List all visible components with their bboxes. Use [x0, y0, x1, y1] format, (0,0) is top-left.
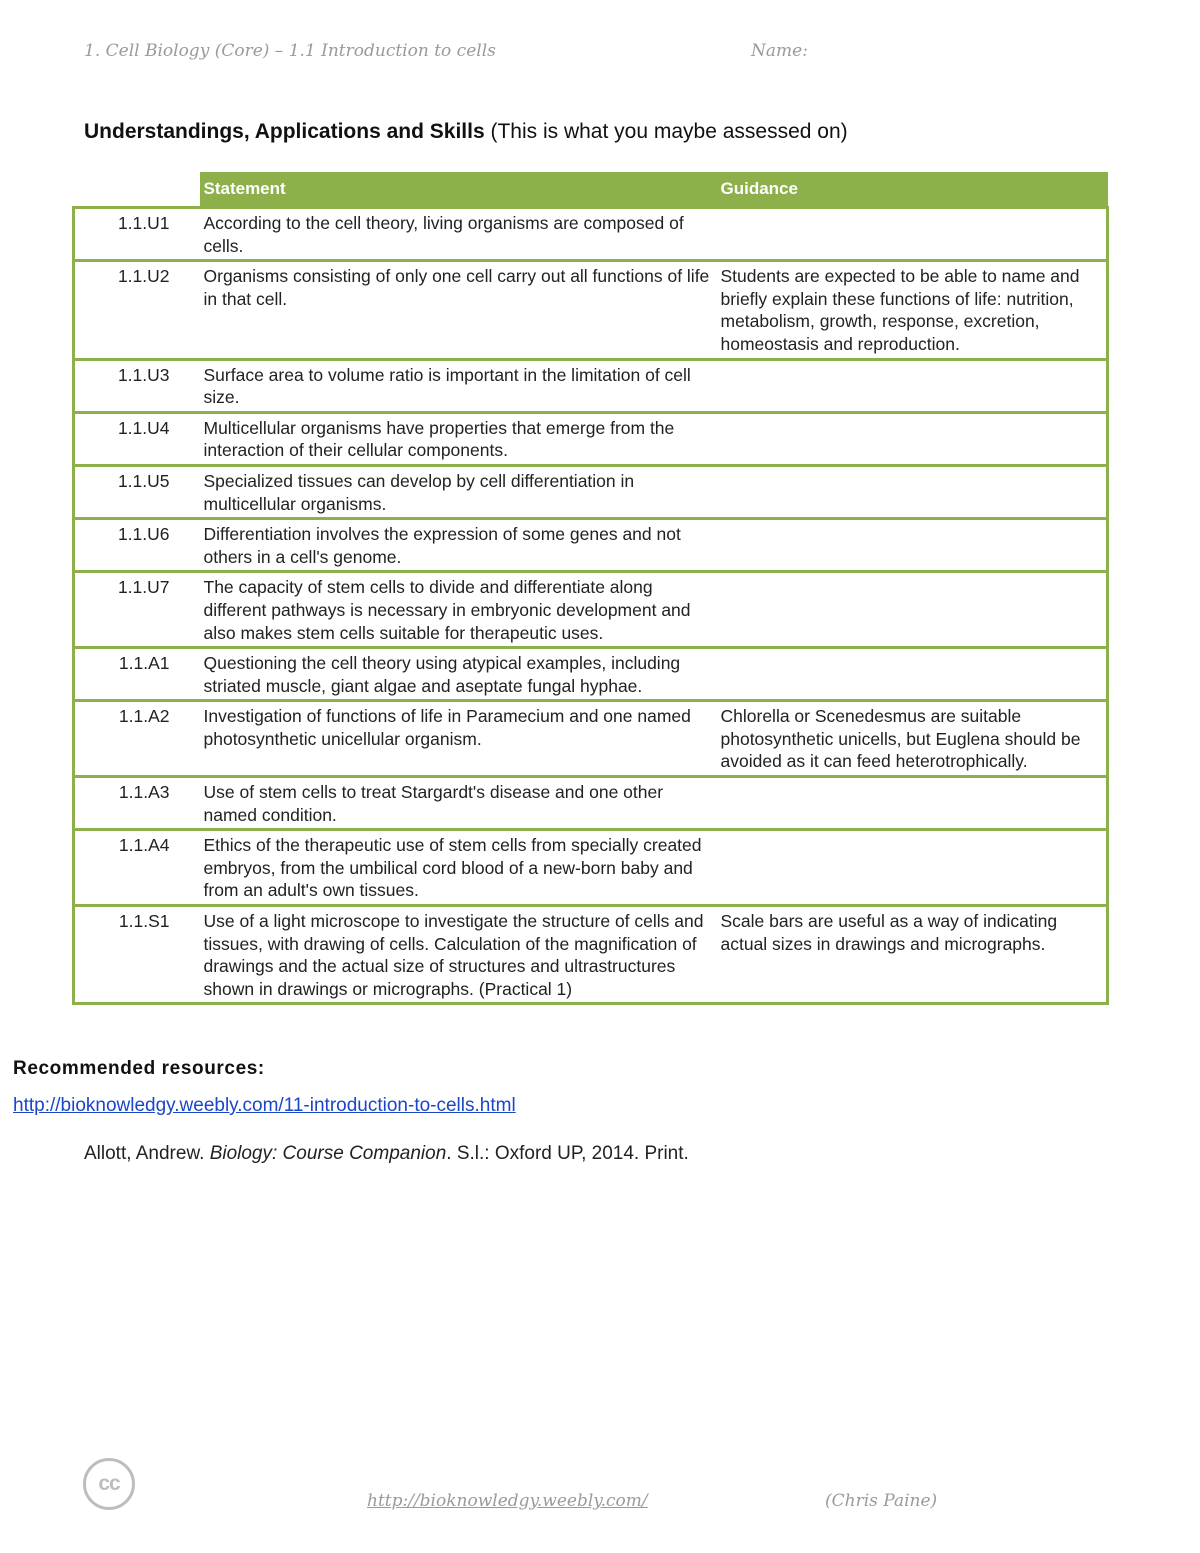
table-header-blank [74, 172, 200, 208]
table-header-guidance: Guidance [717, 172, 1108, 208]
section-heading-bold: Understandings, Applications and Skills [84, 120, 485, 143]
header-name-label: Name: [751, 41, 808, 61]
row-statement: Organisms consisting of only one cell carry out all functions of life in that cell. [203, 266, 710, 309]
row-guidance: Chlorella or Scenedesmus are suitable photosynthetic unicells, but Euglena should be avoided as it can feed heterotrophically. [720, 706, 1081, 772]
row-statement: Use of a light microscope to investigate the structure of cells and tissues, with drawing of cells. Calculation of the magnification of drawings and the actual size of structures and ultrastructures shown in drawings or micrographs. (Practical 1) [203, 911, 704, 999]
row-statement: Surface area to volume ratio is important in the limitation of cell size. [203, 364, 691, 408]
row-statement: Specialized tissues can develop by cell differentiation in multicellular organisms. [203, 470, 635, 514]
table-row [74, 701, 1108, 777]
row-statement: Use of stem cells to treat Stargardt's disease and one other named condition. [203, 782, 664, 825]
header-course-title: 1. Cell Biology (Core) – 1.1 Introduction to cells [84, 41, 496, 61]
assessment-table-wrapper [72, 172, 1106, 1005]
row-statement: Ethics of the therapeutic use of stem cells from specially created embryos, from the umbilical cord blood of a new-born baby and from an adult's own tissues. [203, 835, 702, 901]
row-statement: According to the cell theory, living organisms are composed of cells. [203, 213, 684, 256]
citation-publisher: . S.l.: Oxford UP, 2014. Print. [446, 1143, 689, 1164]
row-statement: Investigation of functions of life in Paramecium and one named photosynthetic unicellular organism. [203, 706, 691, 749]
row-guidance [717, 777, 1108, 830]
assessment-table [72, 172, 1109, 1005]
table-row [74, 830, 1108, 906]
table-row [74, 648, 1108, 701]
row-code: 1.1.U4 [117, 417, 170, 438]
row-code: 1.1.A3 [118, 782, 170, 803]
row-guidance [717, 572, 1108, 648]
row-code: 1.1.U7 [117, 577, 170, 598]
table-row [74, 412, 1108, 465]
table-row [74, 261, 1108, 359]
row-guidance: Scale bars are useful as a way of indicating actual sizes in drawings and micrographs. [720, 911, 1058, 954]
row-statement: Differentiation involves the expression of some genes and not others in a cell's genome. [203, 524, 681, 567]
row-code: 1.1.A4 [118, 835, 170, 856]
table-header-statement: Statement [200, 172, 717, 208]
resource-link[interactable]: http://bioknowledgy.weebly.com/11-introduction-to-cells.html [13, 1095, 516, 1116]
row-guidance [717, 412, 1108, 465]
row-statement: Questioning the cell theory using atypical examples, including striated muscle, giant algae and aseptate fungal hyphae. [203, 653, 681, 696]
row-guidance [717, 830, 1108, 906]
section-heading [84, 120, 848, 144]
citation-author: Allott, Andrew. [84, 1143, 210, 1164]
creative-commons-icon [83, 1458, 135, 1510]
table-row [74, 465, 1108, 518]
row-guidance [717, 208, 1108, 261]
footer-link[interactable]: http://bioknowledgy.weebly.com/ [367, 1491, 648, 1511]
row-statement: Multicellular organisms have properties that emerge from the interaction of their cellular components. [203, 417, 675, 461]
row-code: 1.1.A1 [118, 653, 170, 674]
table-row [74, 777, 1108, 830]
row-code: 1.1.U6 [117, 524, 170, 545]
footer-author: (Chris Paine) [825, 1491, 938, 1511]
table-row [74, 208, 1108, 261]
table-row [74, 906, 1108, 1004]
citation [84, 1143, 689, 1165]
section-heading-note: (This is what you maybe assessed on) [484, 120, 848, 143]
table-body [74, 208, 1108, 1004]
row-guidance [717, 359, 1108, 412]
row-guidance [717, 465, 1108, 518]
table-row [74, 519, 1108, 572]
row-guidance: Students are expected to be able to name and briefly explain these functions of life: nutrition, metabolism, growth, response, excretion, homeostasis and reproduction. [720, 266, 1080, 354]
row-code: 1.1.S1 [118, 911, 170, 932]
table-row [74, 572, 1108, 648]
table-header-row [74, 172, 1108, 208]
resources-title: Recommended resources: [13, 1058, 265, 1079]
row-code: 1.1.U1 [117, 213, 170, 233]
row-code: 1.1.U2 [117, 266, 170, 287]
row-guidance [717, 648, 1108, 701]
row-code: 1.1.A2 [118, 706, 170, 727]
row-code: 1.1.U5 [117, 470, 170, 491]
row-statement: The capacity of stem cells to divide and differentiate along different pathways is necessary in embryonic development and also makes stem cells suitable for therapeutic uses. [203, 577, 691, 643]
table-row [74, 359, 1108, 412]
row-guidance [717, 519, 1108, 572]
citation-title: Biology: Course Companion [209, 1143, 447, 1164]
row-code: 1.1.U3 [117, 364, 170, 385]
cc-logo-text: cc [98, 1472, 120, 1495]
